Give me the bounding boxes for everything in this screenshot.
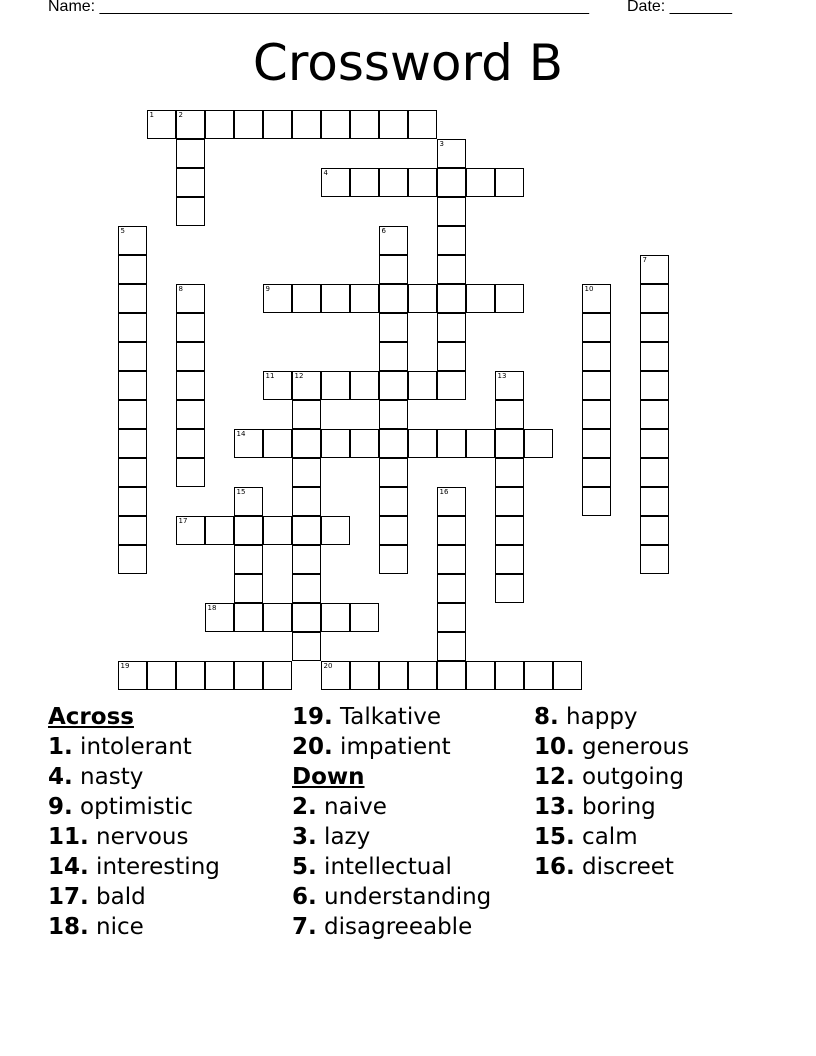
grid-cell[interactable] (379, 110, 408, 139)
grid-cell[interactable] (640, 371, 669, 400)
grid-cell[interactable] (379, 661, 408, 690)
grid-cell[interactable] (553, 661, 582, 690)
clue-item (292, 732, 491, 762)
clue-item-number: 9. (48, 794, 73, 820)
grid-cell[interactable] (437, 516, 466, 545)
grid-cell[interactable] (379, 516, 408, 545)
grid-cell[interactable] (263, 429, 292, 458)
grid-cell[interactable] (292, 400, 321, 429)
grid-cell[interactable] (437, 603, 466, 632)
clue-item-text: happy (558, 704, 638, 730)
grid-cell[interactable] (495, 545, 524, 574)
clue-item-number: 18. (48, 914, 89, 940)
grid-cell[interactable] (437, 284, 466, 313)
grid-cell[interactable] (582, 371, 611, 400)
clue-item (292, 702, 491, 732)
grid-cell[interactable] (292, 487, 321, 516)
grid-cell[interactable] (437, 371, 466, 400)
grid-cell[interactable] (582, 313, 611, 342)
clue-number: 18 (207, 603, 217, 612)
clue-item (534, 822, 689, 852)
clue-item-text: generous (574, 734, 690, 760)
grid-cell[interactable] (176, 458, 205, 487)
clue-item-number: 2. (292, 794, 317, 820)
grid-cell[interactable] (640, 516, 669, 545)
grid-cell[interactable] (292, 110, 321, 139)
grid-cell[interactable] (408, 110, 437, 139)
grid-cell[interactable] (263, 603, 292, 632)
grid-cell[interactable] (379, 429, 408, 458)
clue-item (292, 792, 491, 822)
clue-item (534, 702, 689, 732)
grid-cell[interactable] (437, 487, 466, 516)
grid-cell[interactable] (582, 487, 611, 516)
grid-cell[interactable] (582, 400, 611, 429)
grid-cell[interactable] (292, 516, 321, 545)
grid-cell[interactable] (640, 545, 669, 574)
grid-cell[interactable] (466, 661, 495, 690)
grid-cell[interactable] (379, 313, 408, 342)
grid-cell[interactable] (437, 632, 466, 661)
clue-item-number: 6. (292, 884, 317, 910)
grid-cell[interactable] (495, 284, 524, 313)
clue-item (534, 762, 689, 792)
name-line: Name: _______________________________________________________ (48, 0, 589, 15)
grid-cell[interactable] (437, 661, 466, 690)
grid-cell[interactable] (118, 313, 147, 342)
grid-cell[interactable] (176, 429, 205, 458)
clue-item (48, 792, 220, 822)
page-title: Crossword B (252, 34, 564, 92)
grid-cell[interactable] (640, 313, 669, 342)
grid-cell[interactable] (176, 342, 205, 371)
grid-cell[interactable] (118, 284, 147, 313)
grid-cell[interactable] (437, 429, 466, 458)
clue-number: 13 (497, 371, 507, 380)
grid-cell[interactable] (234, 110, 263, 139)
grid-cell[interactable] (292, 284, 321, 313)
grid-cell[interactable] (437, 197, 466, 226)
grid-cell[interactable] (321, 371, 350, 400)
grid-cell[interactable] (292, 603, 321, 632)
grid-cell[interactable] (640, 284, 669, 313)
grid-cell[interactable] (263, 110, 292, 139)
grid-cell[interactable] (205, 110, 234, 139)
grid-cell[interactable] (234, 429, 263, 458)
clue-item-text: impatient (332, 734, 451, 760)
clue-item-text: understanding (316, 884, 492, 910)
grid-cell[interactable] (321, 661, 350, 690)
grid-cell[interactable] (292, 632, 321, 661)
grid-cell[interactable] (640, 429, 669, 458)
grid-cell[interactable] (176, 284, 205, 313)
grid-cell[interactable] (437, 139, 466, 168)
grid-cell[interactable] (234, 574, 263, 603)
clues-column-1 (48, 702, 220, 942)
clue-number: 12 (294, 371, 304, 380)
grid-cell[interactable] (234, 661, 263, 690)
clue-item-number: 7. (292, 914, 317, 940)
grid-cell[interactable] (437, 545, 466, 574)
grid-cell[interactable] (321, 284, 350, 313)
clue-item (292, 882, 491, 912)
clue-item (292, 852, 491, 882)
grid-cell[interactable] (379, 255, 408, 284)
clue-list (534, 702, 689, 882)
clue-number: 20 (323, 661, 333, 670)
clue-item-text: boring (574, 794, 656, 820)
clue-item (48, 822, 220, 852)
grid-cell[interactable] (495, 574, 524, 603)
grid-cell[interactable] (466, 429, 495, 458)
grid-cell[interactable] (176, 197, 205, 226)
grid-cell[interactable] (437, 226, 466, 255)
grid-cell[interactable] (437, 574, 466, 603)
grid-cell[interactable] (205, 603, 234, 632)
clue-item-text: calm (574, 824, 638, 850)
clue-item-text: lazy (316, 824, 371, 850)
grid-cell[interactable] (350, 284, 379, 313)
clue-number: 19 (120, 661, 130, 670)
clues-column-2 (292, 702, 491, 942)
grid-cell[interactable] (118, 226, 147, 255)
grid-cell[interactable] (118, 429, 147, 458)
clue-item-number: 13. (534, 794, 575, 820)
grid-cell[interactable] (118, 487, 147, 516)
clue-number: 7 (642, 255, 647, 264)
grid-cell[interactable] (176, 516, 205, 545)
grid-cell[interactable] (234, 516, 263, 545)
clue-item-number: 17. (48, 884, 89, 910)
date-line: Date: _______ (627, 0, 732, 15)
clue-item-number: 8. (534, 704, 559, 730)
clue-item (292, 822, 491, 852)
clue-number: 9 (265, 284, 270, 293)
grid-cell[interactable] (350, 429, 379, 458)
grid-cell[interactable] (118, 545, 147, 574)
grid-cell[interactable] (350, 603, 379, 632)
grid-cell[interactable] (582, 458, 611, 487)
grid-cell[interactable] (466, 168, 495, 197)
grid-cell[interactable] (234, 487, 263, 516)
clue-item-text: disagreeable (316, 914, 473, 940)
clue-item-number: 15. (534, 824, 575, 850)
clue-item-text: discreet (574, 854, 674, 880)
clue-item-number: 11. (48, 824, 89, 850)
clue-item-text: intellectual (316, 854, 452, 880)
clue-number: 4 (323, 168, 328, 177)
grid-cell[interactable] (495, 168, 524, 197)
grid-cell[interactable] (408, 429, 437, 458)
clue-number: 17 (178, 516, 188, 525)
clue-item-number: 19. (292, 704, 333, 730)
grid-cell[interactable] (379, 400, 408, 429)
grid-cell[interactable] (640, 255, 669, 284)
clue-number: 8 (178, 284, 183, 293)
grid-cell[interactable] (176, 139, 205, 168)
grid-cell[interactable] (495, 661, 524, 690)
clue-item-number: 1. (48, 734, 73, 760)
grid-cell[interactable] (321, 168, 350, 197)
clue-item-text: interesting (88, 854, 220, 880)
clue-item-number: 16. (534, 854, 575, 880)
grid-cell[interactable] (321, 516, 350, 545)
clue-item-number: 20. (292, 734, 333, 760)
grid-cell[interactable] (437, 255, 466, 284)
clue-item-text: Talkative (332, 704, 441, 730)
grid-cell[interactable] (176, 168, 205, 197)
clue-list (48, 702, 220, 942)
grid-cell[interactable] (379, 545, 408, 574)
grid-cell[interactable] (263, 661, 292, 690)
clue-section-heading: Down (292, 764, 365, 790)
grid-cell[interactable] (640, 342, 669, 371)
clue-item-number: 14. (48, 854, 89, 880)
grid-cell[interactable] (495, 487, 524, 516)
clue-item (48, 762, 220, 792)
grid-cell[interactable] (118, 255, 147, 284)
grid-cell[interactable] (118, 458, 147, 487)
grid-cell[interactable] (147, 110, 176, 139)
grid-cell[interactable] (408, 661, 437, 690)
grid-cell[interactable] (495, 516, 524, 545)
grid-cell[interactable] (321, 429, 350, 458)
grid-cell[interactable] (118, 342, 147, 371)
clue-number: 6 (381, 226, 386, 235)
clue-item-text: nervous (88, 824, 189, 850)
grid-cell[interactable] (263, 284, 292, 313)
clue-item-text: naive (316, 794, 387, 820)
clue-number: 10 (584, 284, 594, 293)
grid-cell[interactable] (495, 458, 524, 487)
grid-cell[interactable] (321, 110, 350, 139)
clue-item-number: 12. (534, 764, 575, 790)
grid-cell[interactable] (263, 516, 292, 545)
clue-number: 1 (149, 110, 154, 119)
grid-cell[interactable] (640, 400, 669, 429)
clue-number: 2 (178, 110, 183, 119)
clues-column-3 (534, 702, 689, 882)
clue-item-number: 5. (292, 854, 317, 880)
grid-cell[interactable] (379, 226, 408, 255)
grid-cell[interactable] (379, 371, 408, 400)
grid-cell[interactable] (640, 458, 669, 487)
grid-cell[interactable] (524, 429, 553, 458)
grid-cell[interactable] (118, 661, 147, 690)
grid-cell[interactable] (292, 371, 321, 400)
grid-cell[interactable] (408, 371, 437, 400)
grid-cell[interactable] (495, 400, 524, 429)
clue-item (48, 852, 220, 882)
grid-cell[interactable] (176, 110, 205, 139)
clue-item (534, 732, 689, 762)
grid-cell[interactable] (350, 168, 379, 197)
grid-cell[interactable] (176, 313, 205, 342)
clue-item-text: outgoing (574, 764, 684, 790)
clue-list (292, 702, 491, 942)
grid-cell[interactable] (524, 661, 553, 690)
grid-cell[interactable] (118, 371, 147, 400)
clue-item-number: 10. (534, 734, 575, 760)
grid-cell[interactable] (350, 661, 379, 690)
grid-cell[interactable] (176, 400, 205, 429)
grid-cell[interactable] (408, 284, 437, 313)
grid-cell[interactable] (640, 487, 669, 516)
grid-cell[interactable] (408, 168, 437, 197)
grid-cell[interactable] (466, 284, 495, 313)
clue-section-heading: Across (48, 704, 134, 730)
grid-cell[interactable] (176, 371, 205, 400)
grid-cell[interactable] (205, 516, 234, 545)
grid-cell[interactable] (350, 371, 379, 400)
grid-cell[interactable] (292, 429, 321, 458)
clue-number: 11 (265, 371, 275, 380)
grid-cell[interactable] (118, 516, 147, 545)
clue-item (48, 912, 220, 942)
grid-cell[interactable] (147, 661, 176, 690)
grid-cell[interactable] (350, 110, 379, 139)
clue-item-text: bald (88, 884, 146, 910)
clue-item-number: 4. (48, 764, 73, 790)
grid-cell[interactable] (379, 168, 408, 197)
clue-item (534, 792, 689, 822)
grid-cell[interactable] (437, 313, 466, 342)
grid-cell[interactable] (379, 458, 408, 487)
clue-item (292, 912, 491, 942)
grid-cell[interactable] (176, 661, 205, 690)
grid-cell[interactable] (292, 458, 321, 487)
grid-cell[interactable] (379, 284, 408, 313)
grid-cell[interactable] (582, 429, 611, 458)
clue-number: 5 (120, 226, 125, 235)
clue-item-text: nice (88, 914, 144, 940)
clue-item (534, 852, 689, 882)
grid-cell[interactable] (437, 342, 466, 371)
grid-cell[interactable] (118, 400, 147, 429)
clue-item-text: optimistic (72, 794, 193, 820)
grid-cell[interactable] (292, 574, 321, 603)
grid-cell[interactable] (495, 429, 524, 458)
clue-item-text: intolerant (72, 734, 192, 760)
clue-item-text: nasty (72, 764, 144, 790)
grid-cell[interactable] (495, 371, 524, 400)
clue-number: 16 (439, 487, 449, 496)
grid-cell[interactable] (234, 603, 263, 632)
clue-number: 14 (236, 429, 246, 438)
grid-cell[interactable] (263, 371, 292, 400)
clue-item (48, 732, 220, 762)
grid-cell[interactable] (321, 603, 350, 632)
grid-cell[interactable] (292, 545, 321, 574)
grid-cell[interactable] (205, 661, 234, 690)
grid-cell[interactable] (379, 487, 408, 516)
grid-cell[interactable] (582, 342, 611, 371)
grid-cell[interactable] (437, 168, 466, 197)
clue-item (48, 882, 220, 912)
clue-item-number: 3. (292, 824, 317, 850)
grid-cell[interactable] (379, 342, 408, 371)
clue-number: 15 (236, 487, 246, 496)
grid-cell[interactable] (234, 545, 263, 574)
grid-cell[interactable] (582, 284, 611, 313)
clue-number: 3 (439, 139, 444, 148)
